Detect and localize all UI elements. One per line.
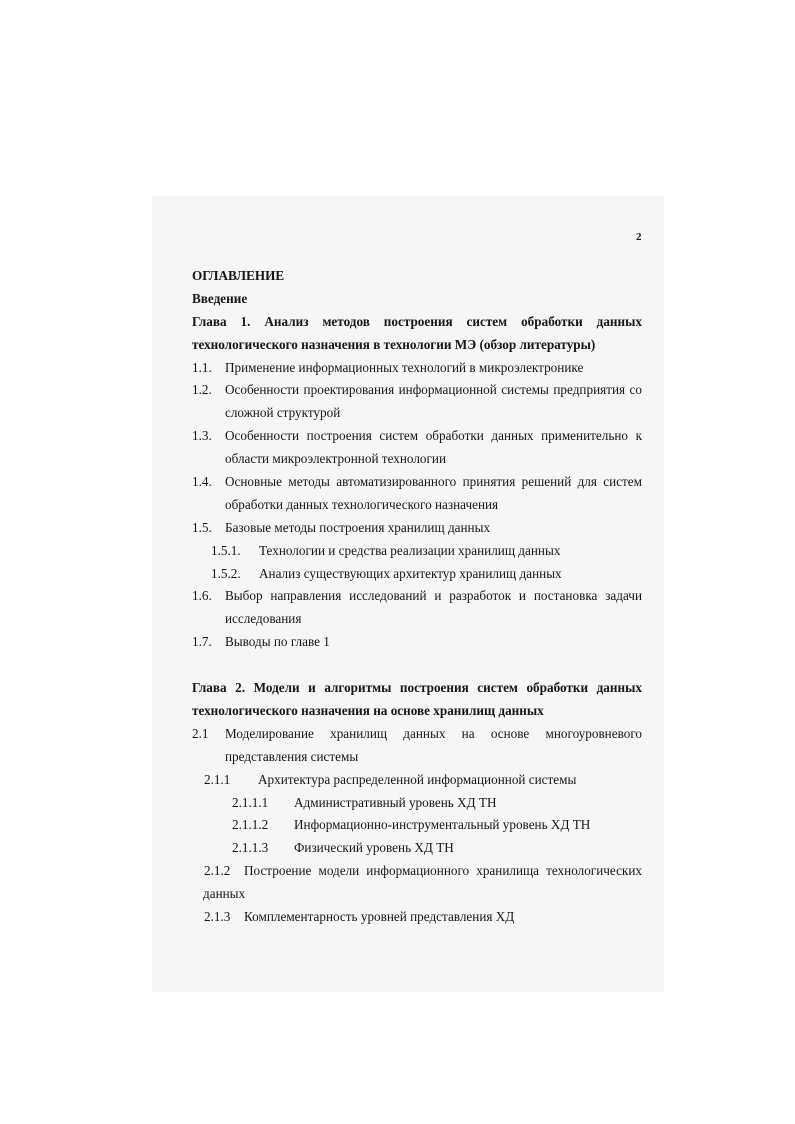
- toc-entry-number: 1.4.: [192, 474, 212, 490]
- toc-entry-text: Информационно-инструментальный уровень ХД ТН: [294, 817, 591, 833]
- toc-entry-number: 1.5.2.: [211, 565, 241, 581]
- toc-entry-text: Выбор направления исследований и разработок и постановка задачи: [225, 588, 642, 604]
- toc-intro: Введение: [192, 290, 248, 306]
- toc-entry-1-5: [192, 517, 642, 540]
- table-of-contents: [192, 265, 642, 929]
- toc-entry-text: Базовые методы построения хранилищ данных: [225, 519, 491, 535]
- toc-entry-number: 2.1.1.1: [232, 794, 269, 810]
- chapter2-title-line2: технологического назначения на основе хранилищ данных: [192, 703, 544, 719]
- toc-entry-1-2: [192, 379, 642, 402]
- toc-entry-number: 2.1.1.3: [232, 840, 269, 856]
- toc-entry-text: Архитектура распределенной информационной системы: [258, 771, 577, 787]
- toc-entry-text: Физический уровень ХД ТН: [294, 840, 454, 856]
- chapter-gap: [192, 654, 642, 677]
- toc-entry-text: Выводы по главе 1: [225, 634, 330, 650]
- toc-entry-text: Основные методы автоматизированного принятия решений для систем: [225, 474, 642, 490]
- toc-entry-text: Особенности проектирования информационной системы предприятия со: [225, 382, 642, 398]
- toc-entry-number: 1.2.: [192, 382, 212, 398]
- toc-entry-1-6-cont: исследования: [225, 611, 302, 627]
- toc-entry-number: 1.7.: [192, 634, 212, 650]
- toc-entry-text: Моделирование хранилищ данных на основе многоуровневого: [225, 725, 642, 741]
- chapter1-title-line2: технологического назначения в технологии МЭ (обзор литературы): [192, 336, 596, 352]
- chapter1-title-line1: Глава 1. Анализ методов построения систем обработки данных: [192, 313, 642, 329]
- toc-entry-text: Технологии и средства реализации хранилищ данных: [259, 542, 561, 558]
- toc-entry-1-5-2: [192, 563, 642, 586]
- toc-entry-1-7: [192, 631, 642, 654]
- toc-entry-number: 1.5.1.: [211, 542, 241, 558]
- chapter2-title-line1: Глава 2. Модели и алгоритмы построения систем обработки данных: [192, 680, 642, 696]
- toc-entry-1-3: [192, 425, 642, 448]
- toc-entry-text: Построение модели информационного хранилища технологических: [244, 863, 642, 879]
- toc-entry-number: 2.1.3: [204, 909, 231, 925]
- toc-entry-2-1-2: [192, 860, 642, 883]
- toc-entry-text: Комплементарность уровней представления ХД: [244, 909, 515, 925]
- toc-entry-number: 2.1.2: [204, 863, 231, 879]
- toc-entry-text: Анализ существующих архитектур хранилищ данных: [259, 565, 562, 581]
- toc-entry-number: 2.1.1: [204, 771, 231, 787]
- toc-entry-2-1-cont: представления системы: [225, 748, 359, 764]
- toc-entry-number: 1.3.: [192, 428, 212, 444]
- toc-entry-2-1-1-2: [192, 814, 642, 837]
- toc-entry-text: Административный уровень ХД ТН: [294, 794, 497, 810]
- toc-entry-1-5-1: [192, 540, 642, 563]
- toc-entry-number: 2.1: [192, 725, 209, 741]
- toc-entry-1-4: [192, 471, 642, 494]
- toc-entry-1-6: [192, 585, 642, 608]
- toc-entry-1-3-cont: области микроэлектронной технологии: [225, 451, 447, 467]
- page-number: 2: [636, 231, 642, 243]
- toc-entry-text: Особенности построения систем обработки данных применительно к: [225, 428, 642, 444]
- toc-entry-2-1: [192, 723, 642, 746]
- toc-entry-text: Применение информационных технологий в микроэлектронике: [225, 359, 584, 375]
- toc-entry-2-1-1: [192, 769, 642, 792]
- toc-entry-1-2-cont: сложной структурой: [225, 405, 341, 421]
- toc-entry-1-4-cont: обработки данных технологического назначения: [225, 496, 499, 512]
- toc-entry-2-1-1-3: [192, 837, 642, 860]
- toc-entry-number: 1.1.: [192, 359, 212, 375]
- toc-entry-number: 1.6.: [192, 588, 212, 604]
- toc-entry-2-1-1-1: [192, 792, 642, 815]
- toc-entry-2-1-2-cont: данных: [203, 886, 246, 902]
- toc-entry-number: 1.5.: [192, 519, 212, 535]
- toc-entry-number: 2.1.1.2: [232, 817, 269, 833]
- toc-entry-2-1-3: [192, 906, 642, 929]
- toc-heading: ОГЛАВЛЕНИЕ: [192, 268, 285, 283]
- toc-entry-1-1: [192, 357, 642, 380]
